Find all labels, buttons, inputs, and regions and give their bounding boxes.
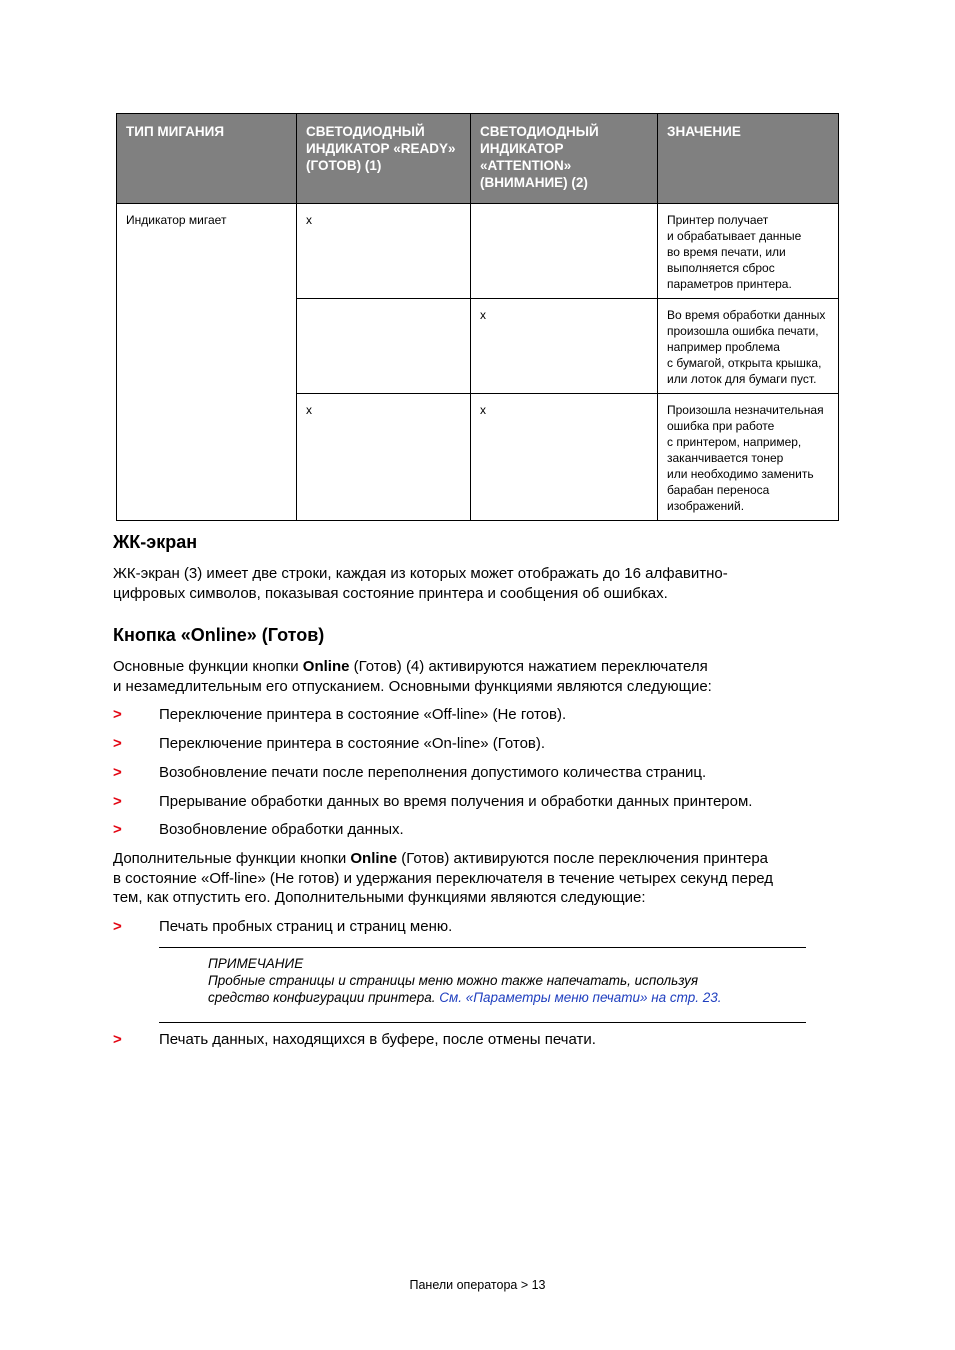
- intro-text: Основные функции кнопки: [113, 658, 303, 675]
- note-top-divider: [159, 947, 806, 948]
- header-blink-type: ТИП МИГАНИЯ: [117, 114, 297, 204]
- ready-cell: [297, 299, 471, 394]
- blink-type-cell: Индикатор мигает: [117, 204, 297, 521]
- meaning-cell: Произошла незначительная ошибка при работе с принтером, например, заканчивается тонер или необходимо заменить барабан переноса изображений.: [658, 394, 839, 521]
- ready-cell: x: [297, 204, 471, 299]
- bullet-arrow-icon: >: [113, 764, 122, 781]
- attention-cell: x: [471, 394, 658, 521]
- table-header-row: [117, 114, 839, 204]
- note-title: ПРИМЕЧАНИЕ: [208, 956, 304, 971]
- note-body: [208, 972, 798, 1006]
- list-item-text: Переключение принтера в состояние «Off-line» (Не готов).: [159, 706, 567, 723]
- note-link[interactable]: См. «Параметры меню печати» на стр. 23.: [439, 990, 722, 1005]
- extra-text-rest: (Готов) активируются после переключения принтера в состояние «Off-line» (Не готов) и удержания переключателя в течение четырех секунд перед тем, как отпустить его. Дополнительными функциями являются следующие:: [113, 850, 774, 906]
- online-heading: Кнопка «Online» (Готов): [113, 625, 325, 645]
- bullet-arrow-icon: >: [113, 918, 122, 935]
- list-item-text: Прерывание обработки данных во время получения и обработки данных принтером.: [159, 793, 753, 810]
- note-bottom-divider: [159, 1022, 806, 1023]
- page-footer: Панели оператора > 13: [409, 1278, 546, 1292]
- bullet-arrow-icon: >: [113, 735, 122, 752]
- bullet-arrow-icon: >: [113, 821, 122, 838]
- list-item-text: Печать пробных страниц и страниц меню.: [159, 918, 453, 935]
- ready-cell: x: [297, 394, 471, 521]
- header-attention-led: СВЕТОДИОДНЫЙ ИНДИКАТОР «ATTENTION» (ВНИМАНИЕ) (2): [471, 114, 658, 204]
- attention-cell: [471, 204, 658, 299]
- intro-text-rest: (Готов) (4) активируются нажатием переключателя и незамедлительным его отпусканием. Основными функциями являются следующие:: [113, 658, 712, 695]
- list-item-text: Переключение принтера в состояние «On-line» (Готов).: [159, 735, 546, 752]
- lcd-heading: ЖК-экран: [113, 532, 198, 552]
- header-meaning: ЗНАЧЕНИЕ: [658, 114, 839, 204]
- note-text: Пробные страницы и страницы меню можно также напечатать, используя средство конфигурации принтера.: [208, 973, 699, 1005]
- online-bold-term: Online: [302, 658, 350, 675]
- blink-status-table: [116, 113, 839, 521]
- online-intro-paragraph: [113, 657, 833, 696]
- extra-text: Дополнительные функции кнопки: [113, 850, 351, 867]
- list-item-text: Возобновление обработки данных.: [159, 821, 404, 838]
- online-bold-term: Online: [350, 850, 398, 867]
- list-item-text: Печать данных, находящихся в буфере, после отмены печати.: [159, 1031, 596, 1048]
- note-box: [208, 955, 798, 1006]
- meaning-cell: Во время обработки данных произошла ошибка печати, например проблема с бумагой, открыта крышка, или лоток для бумаги пуст.: [658, 299, 839, 394]
- bullet-arrow-icon: >: [113, 793, 122, 810]
- online-extra-paragraph: [113, 849, 843, 908]
- attention-cell: x: [471, 299, 658, 394]
- header-ready-led: СВЕТОДИОДНЫЙ ИНДИКАТОР «READY» (ГОТОВ) (1): [297, 114, 471, 204]
- lcd-paragraph: ЖК-экран (3) имеет две строки, каждая из которых может отображать до 16 алфавитно- цифровых символов, показывая состояние принтера и сообщения об ошибках.: [113, 565, 728, 602]
- table-row: [117, 204, 839, 299]
- bullet-arrow-icon: >: [113, 706, 122, 723]
- bullet-arrow-icon: >: [113, 1031, 122, 1048]
- meaning-cell: Принтер получает и обрабатывает данные во время печати, или выполняется сброс параметров принтера.: [658, 204, 839, 299]
- list-item-text: Возобновление печати после переполнения допустимого количества страниц.: [159, 764, 707, 781]
